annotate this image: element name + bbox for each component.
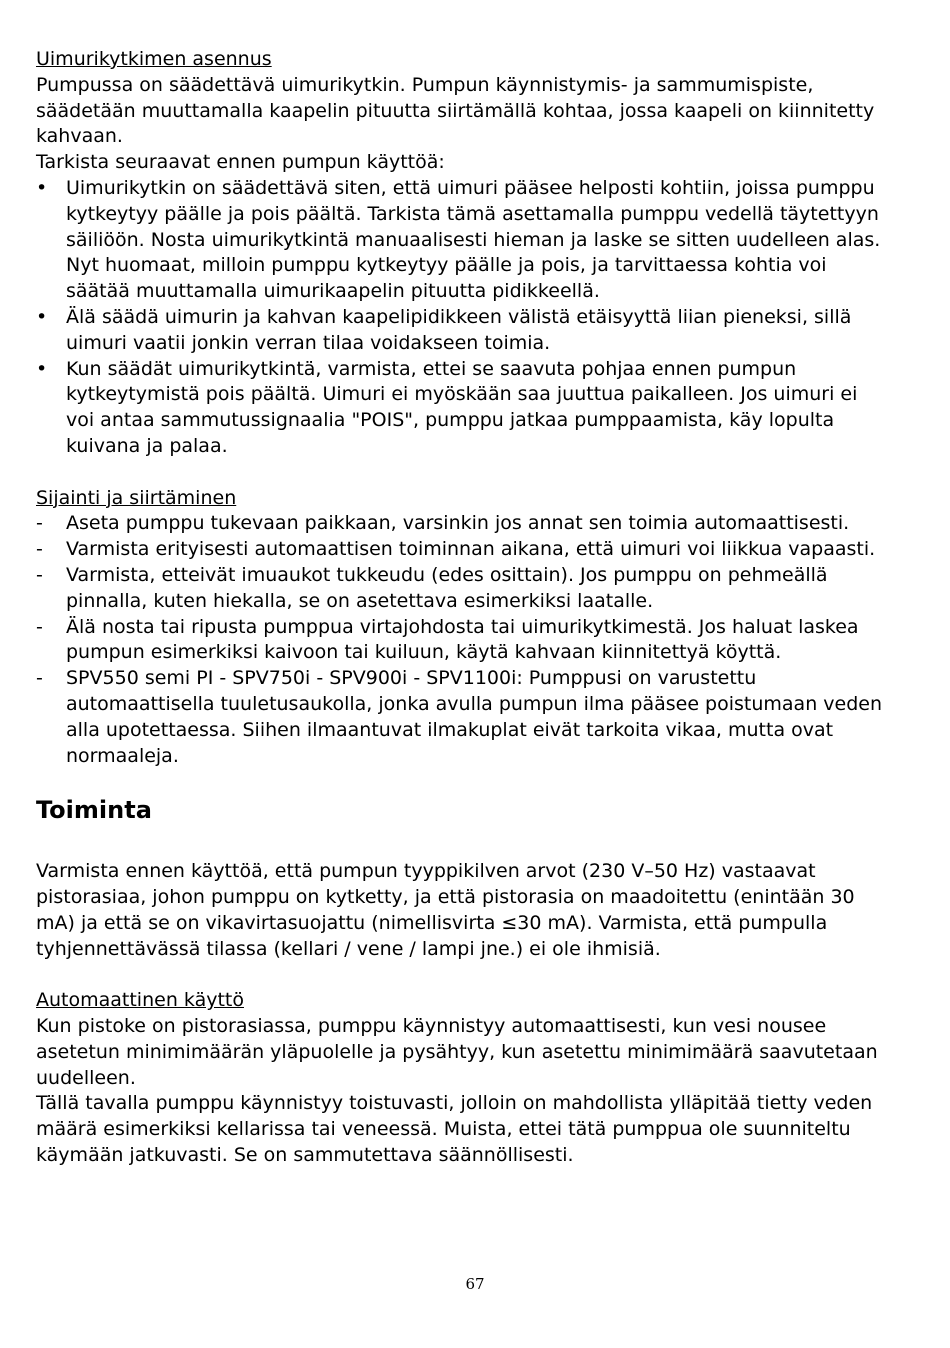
bullet-mark: • [36, 357, 48, 380]
section-automatic-use [36, 988, 890, 1169]
bullet-list [36, 176, 890, 460]
list-item [36, 615, 890, 667]
list-item [36, 666, 890, 769]
list-item-text: Älä nosta tai ripusta pumppua virtajohdosta tai uimurikytkimestä. Jos haluat laskea pumpun esimerkiksi kaivoon tai kuiluun, käytä kahvaan kiinnitettyä köyttä. [66, 615, 859, 664]
paragraph: Tällä tavalla pumppu käynnistyy toistuvasti, jolloin on mahdollista ylläpitää tietty veden määrä esimerkiksi kellarissa tai veneessä. Muista, ettei tätä pumppua ole suunniteltu käymään jatkuvasti. Se on sammutettava säännöllisesti. [36, 1092, 873, 1167]
list-item-text: Varmista, etteivät imuaukot tukkeudu (edes osittain). Jos pumppu on pehmeällä pinnalla, kuten hiekalla, se on asetettava esimerkiksi laatalle. [66, 563, 828, 612]
dash-list [36, 511, 890, 769]
list-item [36, 357, 890, 460]
list-item-text: Aseta pumppu tukevaan paikkaan, varsinkin jos annat sen toimia automaattisesti. [66, 512, 850, 535]
list-item [36, 176, 890, 305]
bullet-mark: • [36, 176, 48, 199]
dash-mark: - [36, 563, 43, 586]
paragraph: Kun pistoke on pistorasiassa, pumppu käynnistyy automaattisesti, kun vesi nousee asetetun minimimäärän yläpuolelle ja pysähtyy, kun asetettu minimimäärä saavutetaan uudelleen. [36, 1015, 878, 1089]
section-title-operation: Toiminta [36, 796, 152, 825]
list-item-text: SPV550 semi PI - SPV750i - SPV900i - SPV1100i: Pumppusi on varustettu automaattisella tuuletusaukolla, jonka avulla pumpun ilma pääsee poistumaan veden alla upotettaessa. Siihen ilmaantuvat ilmakuplat eivät tarkoita vikaa, mutta ovat normaaleja. [66, 667, 882, 767]
dash-mark: - [36, 512, 43, 535]
list-item [36, 537, 890, 563]
spacer [36, 963, 890, 989]
list-item-text: Varmista erityisesti automaattisen toiminnan aikana, että uimuri voi liikkua vapaasti. [66, 538, 876, 561]
page-number: 67 [465, 1275, 485, 1293]
spacer [36, 825, 890, 859]
section-heading-placement: Sijainti ja siirtäminen [36, 486, 237, 509]
paragraph: Tarkista seuraavat ennen pumpun käyttöä: [36, 151, 445, 174]
section-placement [36, 486, 890, 770]
list-item-text: Uimurikytkin on säädettävä siten, että uimuri pääsee helposti kohtiin, joissa pumppu kytkeytyy päälle ja pois päältä. Tarkista tämä asettamalla pumppu vedellä täytettyyn säiliöön. Nosta uimurikytkintä manuaalisesti hieman ja laske se sitten uudelleen alas. Nyt huomaat, milloin pumppu kytkeytyy päälle ja pois, ja tarvittaessa kohtia voi säätää muuttamalla uimurikaapelin pituutta pidikkeellä. [66, 176, 881, 303]
section-operation [36, 795, 890, 962]
list-item [36, 563, 890, 615]
section-heading-automatic-use: Automaattinen käyttö [36, 989, 244, 1012]
dash-mark: - [36, 615, 43, 638]
list-item-text: Kun säädät uimurikytkintä, varmista, ettei se saavuta pohjaa ennen pumpun kytkeytymistä pois päältä. Uimuri ei myöskään saa juuttua paikalleen. Jos uimuri ei voi antaa sammutussignaalia "POIS", pumppu jatkaa pumppaamista, käy lopulta kuivana ja palaa. [66, 357, 858, 457]
list-item [36, 511, 890, 537]
list-item-text: Älä säädä uimurin ja kahvan kaapelipidikkeen välistä etäisyyttä liian pieneksi, sillä uimuri vaatii jonkin verran tilaa voidakseen toimia. [66, 305, 852, 354]
bullet-mark: • [36, 305, 48, 328]
list-item [36, 305, 890, 357]
paragraph: Pumpussa on säädettävä uimurikytkin. Pumpun käynnistymis- ja sammumispiste, säädetään muuttamalla kaapelin pituutta siirtämällä kohtaa, jossa kaapeli on kiinnitetty kahvaan. [36, 73, 875, 148]
paragraph: Varmista ennen käyttöä, että pumpun tyyppikilven arvot (230 V–50 Hz) vastaavat pistorasiaa, johon pumppu on kytketty, ja että pistorasia on maadoitettu (enintään 30 mA) ja että se on vikavirtasuojattu (nimellisvirta ≤30 mA). Varmista, että pumpulla tyhjennettävässä tilassa (kellari / vene / lampi jne.) ei ole ihmisiä. [36, 860, 855, 960]
spacer [36, 460, 890, 486]
section-heading-float-switch: Uimurikytkimen asennus [36, 48, 272, 70]
section-float-switch [36, 47, 890, 460]
dash-mark: - [36, 667, 43, 690]
dash-mark: - [36, 538, 43, 561]
